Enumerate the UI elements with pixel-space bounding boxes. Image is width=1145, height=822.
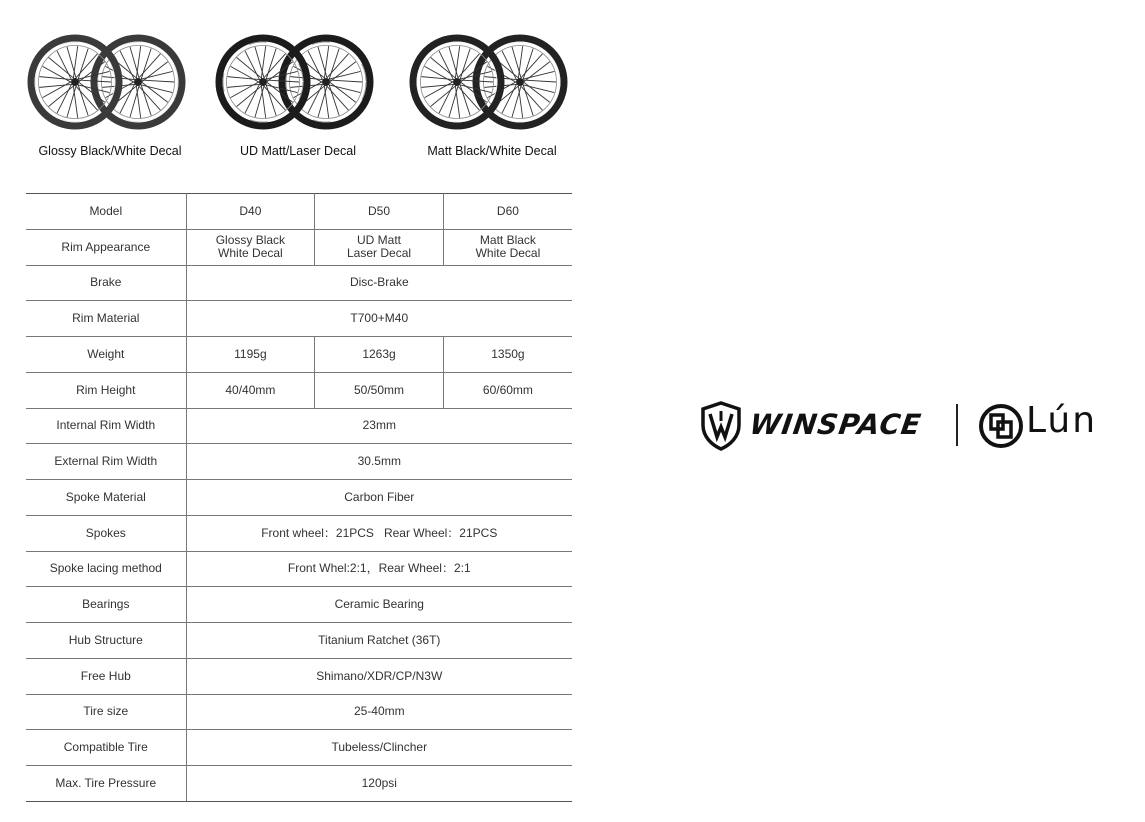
row-label: Brake [26,265,186,301]
row-label: Rim Height [26,372,186,408]
table-row [26,265,572,301]
spec-value: Ceramic Bearing [186,587,572,623]
table-row [26,730,572,766]
rim-appearance-cell [186,229,315,265]
table-row [26,766,572,802]
variant-caption: UD Matt/Laser Decal [239,144,356,158]
spec-table [26,193,572,802]
wheel-set-glossy-black [20,28,200,163]
rim-appearance-cell [443,229,572,265]
variant-caption: Matt Black/White Decal [427,144,557,158]
spec-value: Tubeless/Clincher [186,730,572,766]
weight-cell: 1263g [315,337,444,373]
rim-appearance-line: White Decal [475,246,541,261]
row-label: Tire size [26,694,186,730]
table-row [26,372,572,408]
spec-value: Front Whel:2:1，Rear Wheel：2:1 [186,551,572,587]
table-row [26,587,572,623]
rim-height-cell: 60/60mm [443,372,572,408]
spec-value: 120psi [186,766,572,802]
table-row [26,301,572,337]
row-label: Model [26,194,186,230]
spec-value: Front wheel：21PCS Rear Wheel：21PCS [186,515,572,551]
row-label: Bearings [26,587,186,623]
spec-value: Titanium Ratchet (36T) [186,623,572,659]
wheel-pair-icon [20,28,200,138]
row-label: External Rim Width [26,444,186,480]
table-row [26,480,572,516]
variant-caption: Glossy Black/White Decal [38,144,182,158]
winspace-shield-icon [700,401,742,451]
rim-appearance-line: White Decal [218,246,283,261]
model-cell: D40 [186,194,315,230]
wheel-icon [413,38,501,126]
rim-appearance-line: Laser Decal [347,246,412,261]
weight-cell: 1195g [186,337,315,373]
spec-value: 23mm [186,408,572,444]
wheel-pair-icon [402,28,582,138]
table-row [26,229,572,265]
spec-value: 25-40mm [186,694,572,730]
rim-appearance-line: UD Matt [357,233,402,248]
row-label: Rim Material [26,301,186,337]
table-row [26,444,572,480]
table-row [26,194,572,230]
row-label: Hub Structure [26,623,186,659]
rim-height-cell: 50/50mm [315,372,444,408]
wheel-set-ud-matt [208,28,388,163]
model-cell: D60 [443,194,572,230]
brand-divider [956,404,958,446]
row-label: Internal Rim Width [26,408,186,444]
weight-cell: 1350g [443,337,572,373]
row-label: Spokes [26,515,186,551]
row-label: Weight [26,337,186,373]
winspace-wordmark: WINSPACE [747,408,924,441]
lun-emblem-icon [978,403,1024,449]
spec-value: 30.5mm [186,444,572,480]
lun-wordmark: Lún [1026,400,1098,441]
table-row [26,337,572,373]
rim-appearance-line: Glossy Black [215,233,286,248]
table-row [26,515,572,551]
brand-logos [700,400,1120,452]
spec-value: Shimano/XDR/CP/N3W [186,658,572,694]
row-label: Compatible Tire [26,730,186,766]
table-row [26,408,572,444]
row-label: Spoke Material [26,480,186,516]
wheel-icon [219,38,307,126]
row-label: Free Hub [26,658,186,694]
wheel-variants [20,28,580,163]
rim-appearance-line: Matt Black [479,233,536,248]
wheel-set-matt-black [402,28,582,163]
row-label: Spoke lacing method [26,551,186,587]
rim-height-cell: 40/40mm [186,372,315,408]
spec-value: T700+M40 [186,301,572,337]
spec-value: Disc-Brake [186,265,572,301]
table-row [26,658,572,694]
table-row [26,623,572,659]
wheel-pair-icon [208,28,388,138]
row-label: Max. Tire Pressure [26,766,186,802]
spec-value: Carbon Fiber [186,480,572,516]
rim-appearance-cell [315,229,444,265]
table-row [26,551,572,587]
table-row [26,694,572,730]
row-label: Rim Appearance [26,229,186,265]
model-cell: D50 [315,194,444,230]
wheel-icon [31,38,119,126]
